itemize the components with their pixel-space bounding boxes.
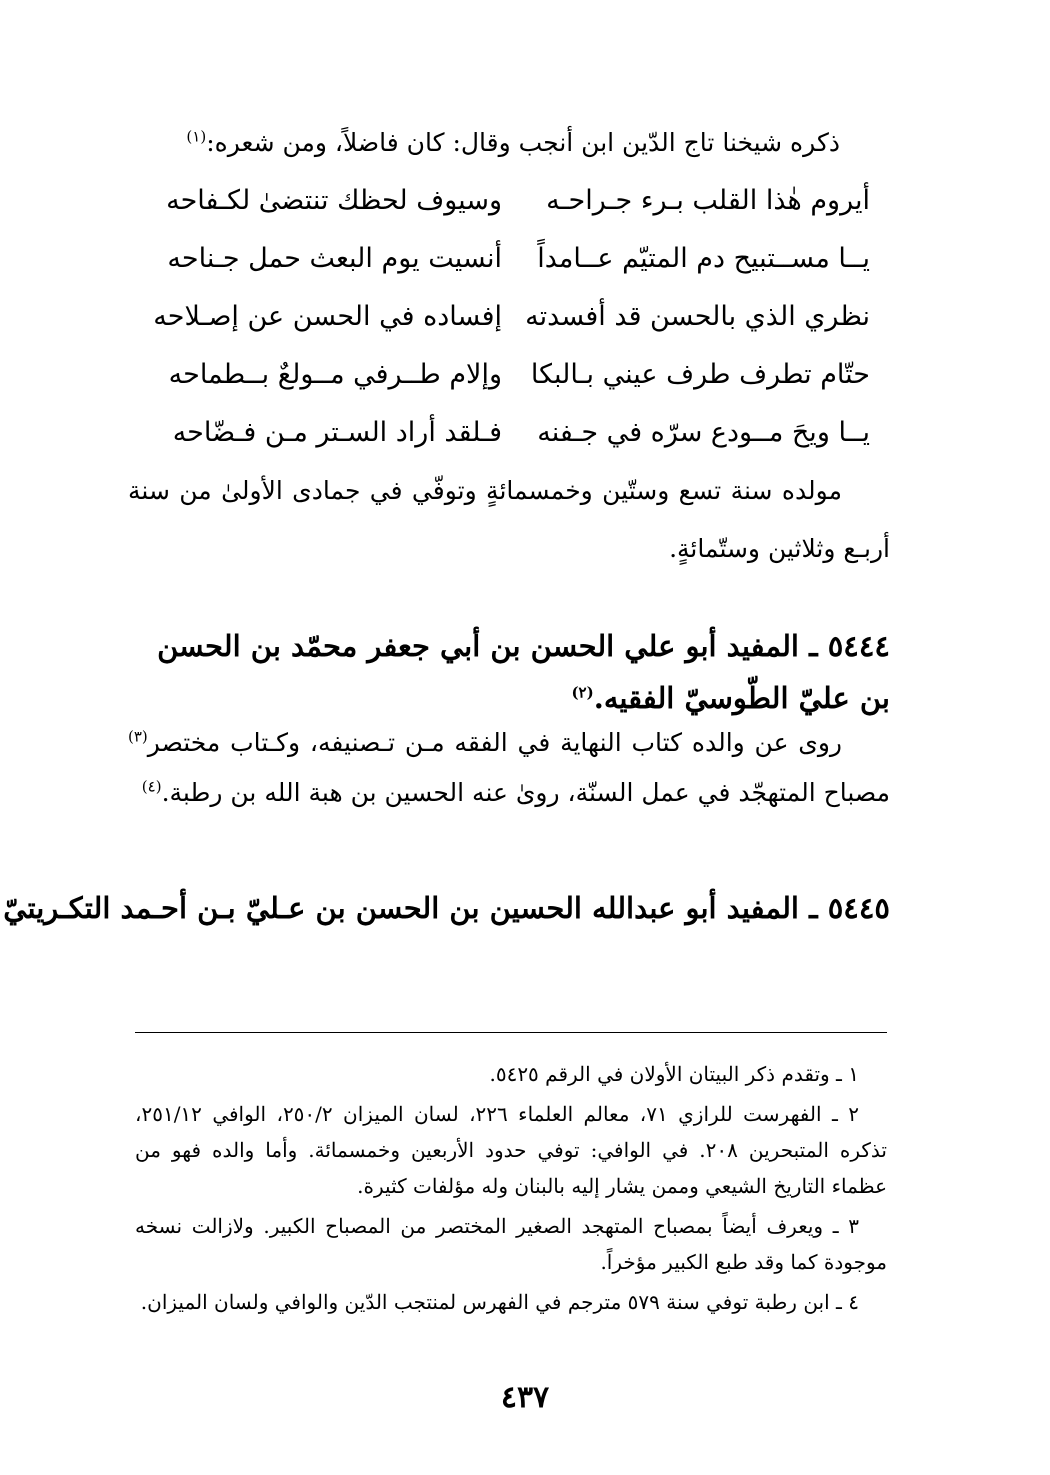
footnote-ref-2: (٢) bbox=[571, 683, 594, 702]
footnote-2: ٢ ـ الفهرست للرازي ٧١، معالم العلماء ٢٢٦، لسان الميزان ٢٥٠/٢، الوافي ٢٥١/١٢، تذكره المتبحرين ٢٠٨. في الوافي: توفي حدود الأربعين وخمسمائة. وأما والده فهو من عظماء التاريخ الشيعي وممن يشار إليه بالبنان وله مؤلفات كثيرة. bbox=[135, 1102, 887, 1198]
biography-paragraph: مولده سنة تسع وستّين وخمسمائةٍ وتوفّي في جمادى الأولىٰ من سنة أربـع وثلاثين وستّمائةٍ. bbox=[128, 476, 890, 563]
poem-verse bbox=[160, 243, 870, 301]
verse-first-hemistich: يــا مســتبيح دم المتيّم عــامداً bbox=[537, 243, 870, 274]
entry-5444-title: ٥٤٤٤ ـ المفيد أبو علي الحسن بن أبي جعفر محمّد بن الحسن بن عليّ الطّوسيّ الفقيه. bbox=[157, 629, 890, 715]
intro-line bbox=[140, 128, 840, 157]
verse-first-hemistich: حتّام تطرف طرف عيني بـالبكا bbox=[530, 359, 870, 390]
intro-text: ذكره شيخنا تاج الدّين ابن أنجب وقال: كان فاضلاً، ومن شعره: bbox=[206, 128, 840, 157]
verse-second-hemistich: وسيوف لحظك تنتضىٰ لكـفاحه bbox=[166, 185, 502, 216]
footnote-4: ٤ ـ ابن رطبة توفي سنة ٥٧٩ مترجم في الفهرس لمنتجب الدّين والوافي ولسان الميزان. bbox=[140, 1290, 859, 1314]
verse-first-hemistich: نظري الذي بالحسن قد أفسدته bbox=[525, 301, 870, 332]
poem-verse bbox=[160, 185, 870, 243]
poem bbox=[153, 185, 870, 475]
page-number: ٤٣٧ bbox=[500, 1380, 550, 1415]
verse-second-hemistich: فـلقد أراد السـتر مـن فـضّاحه bbox=[172, 417, 502, 448]
footnotes bbox=[135, 1056, 887, 1324]
footnote-ref-3: (٣) bbox=[128, 727, 148, 746]
footnote-ref-4: (٤) bbox=[141, 777, 162, 796]
verse-second-hemistich: أنسيت يوم البعث حمل جـناحه bbox=[167, 243, 502, 274]
entry-5445-heading: ٥٤٤٥ ـ المفيد أبو عبدالله الحسين بن الحسن بن عـليّ بـن أحـمد التكـريتيّ bbox=[3, 891, 890, 925]
verse-second-hemistich: وإلام طــرفي مــولعٌ بــطماحه bbox=[168, 359, 502, 390]
poem-verse bbox=[160, 359, 870, 417]
footnote-3: ٣ ـ ويعرف أيضاً بمصباح المتهجد الصغير المختصر من المصباح الكبير. ولازالت نسخه موجودة كما وقد طبع الكبير مؤخراً. bbox=[135, 1214, 887, 1274]
entry-5444-body-part-b: مصباح المتهجّد في عمل السنّة، رویٰ عنه الحسين بن هبة الله بن رطبة. bbox=[161, 778, 890, 807]
verse-first-hemistich: أيروم هٰذا القلب بـرء جـراحـه bbox=[546, 185, 870, 216]
poem-verse bbox=[153, 301, 870, 359]
entry-5444-body bbox=[128, 718, 890, 818]
footnote-ref-1: (١) bbox=[186, 127, 207, 146]
verse-first-hemistich: يــا ويحَ مــودع سرّه في جـفنه bbox=[537, 417, 870, 448]
verse-second-hemistich: إفساده في الحسن عن إصـلاحه bbox=[153, 301, 502, 332]
entry-5444-body-part-a: روى عن والده كتاب النهاية في الفقه مـن تـصنيفه، وكـتاب مختصر bbox=[147, 728, 842, 757]
entry-5444-heading bbox=[128, 620, 890, 724]
footnote-1: ١ ـ وتقدم ذكر البيتان الأولان في الرقم ٥٤٢٥. bbox=[489, 1062, 859, 1086]
footnote-separator bbox=[135, 1032, 887, 1033]
